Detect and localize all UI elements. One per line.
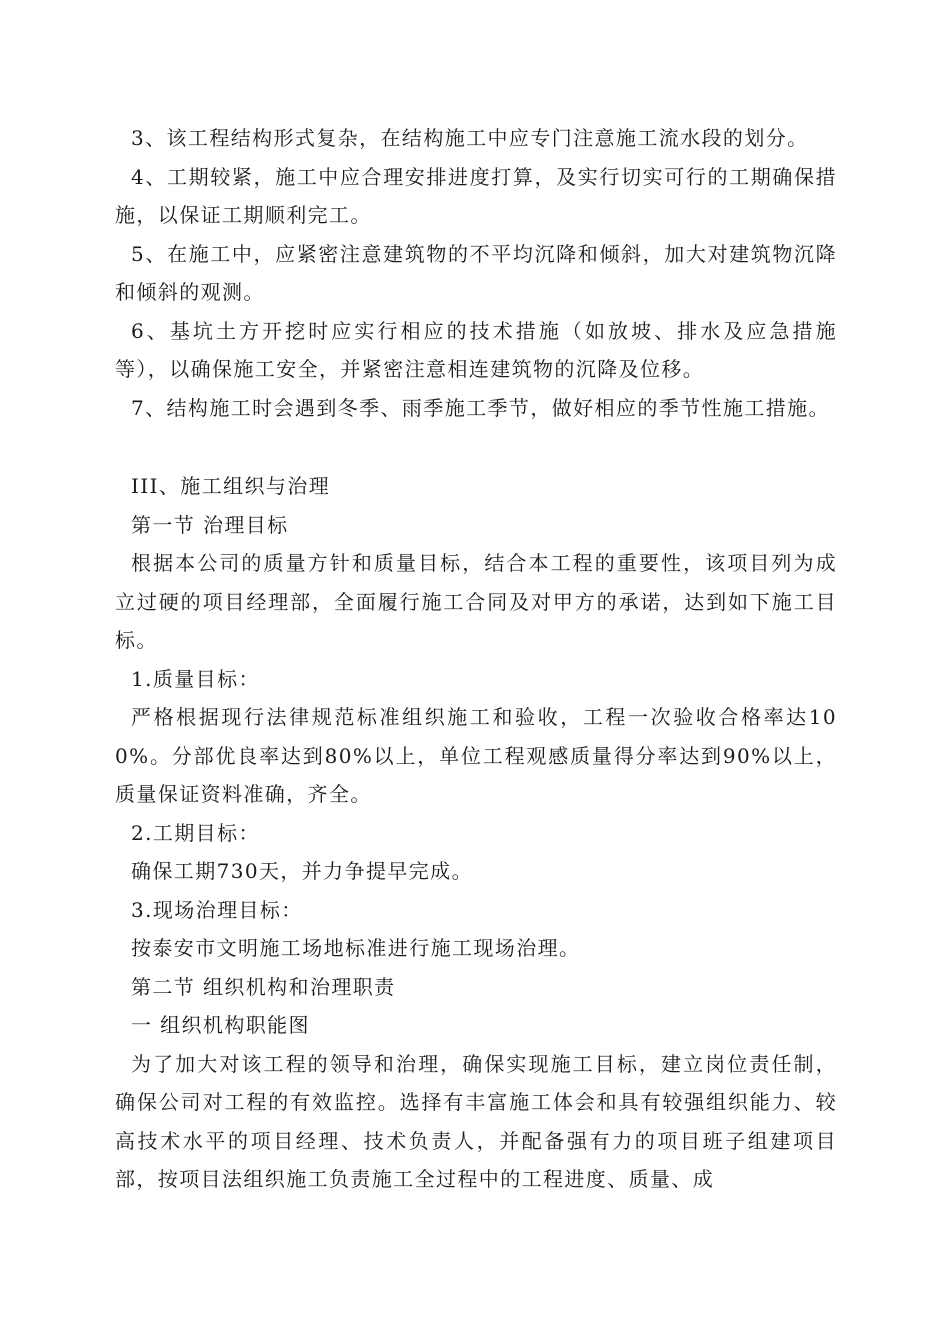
goal1-text: 严格根据现行法律规范标准组织施工和验收，工程一次验收合格率达100%。分部优良率达到80%以上，单位工程观感质量得分率达到90%以上，质量保证资料准确，齐全。	[115, 705, 837, 806]
sub1-text: 为了加大对该工程的领导和治理，确保实现施工目标，建立岗位责任制，确保公司对工程的有效监控。选择有丰富施工体会和具有较强组织能力、较高技术水平的项目经理、技术负责人，并配备强有力的项目班子组建项目部，按项目法组织施工负责施工全过程中的工程进度、质量、成	[115, 1051, 837, 1191]
section2-title: 第二节 组织机构和治理职责	[131, 974, 396, 999]
paragraph-item-4: 4、工期较紧，施工中应合理安排进度打算，及实行切实可行的工期确保措施，以保证工期顺利完工。	[115, 164, 837, 227]
section-title: III、施工组织与治理	[131, 474, 331, 498]
paragraph-item-7: 7、结构施工时会遇到冬季、雨季施工季节，做好相应的季节性施工措施。	[131, 395, 830, 420]
goal3-text: 按泰安市文明施工场地标准进行施工现场治理。	[131, 936, 581, 960]
paragraph-item-6: 6、基坑土方开挖时应实行相应的技术措施（如放坡、排水及应急措施等），以确保施工安全，并紧密注意相连建筑物的沉降及位移。	[115, 318, 837, 381]
section-spacer	[115, 427, 837, 467]
paragraph-item-5: 5、在施工中，应紧密注意建筑物的不平均沉降和倾斜，加大对建筑物沉降和倾斜的观测。	[115, 241, 837, 304]
goal3-title: 3.现场治理目标：	[131, 897, 303, 922]
goal2-title: 2.工期目标：	[131, 820, 260, 845]
sub1-title: 一 组织机构职能图	[131, 1013, 310, 1037]
document-body	[115, 119, 837, 1199]
paragraph-item-3: 3、该工程结构形式复杂，在结构施工中应专门注意施工流水段的划分。	[131, 126, 809, 150]
intro-paragraph: 根据本公司的质量方针和质量目标，结合本工程的重要性，该项目列为成立过硬的项目经理部，全面履行施工合同及对甲方的承诺，达到如下施工目标。	[115, 551, 837, 652]
goal1-title: 1.质量目标：	[131, 666, 260, 691]
section1-title: 第一节 治理目标	[131, 512, 289, 537]
goal2-text: 确保工期730天，并力争提早完成。	[131, 859, 473, 883]
